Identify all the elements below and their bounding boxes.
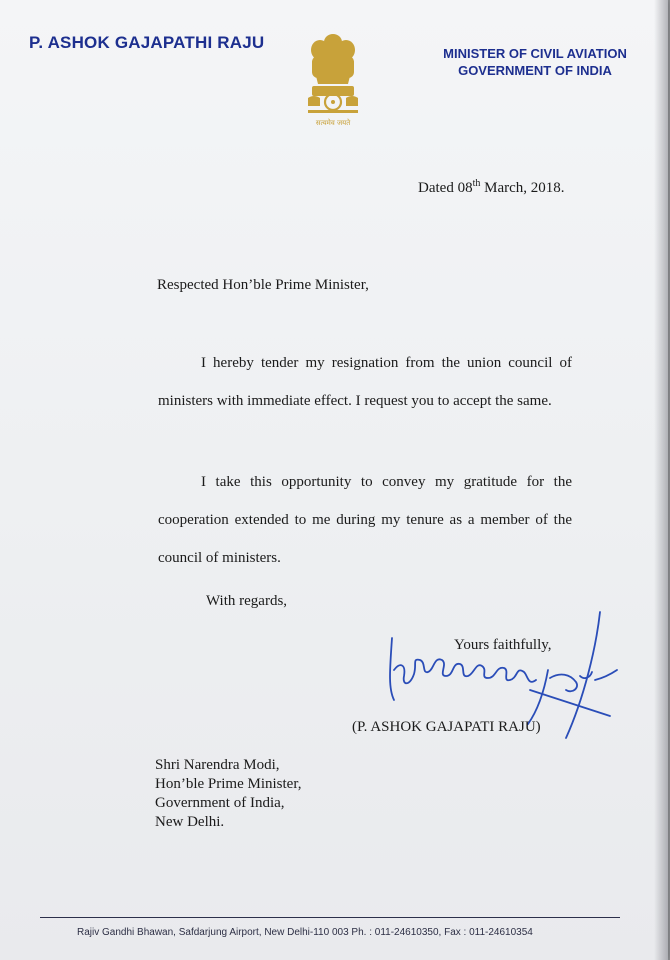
signatory-name: (P. ASHOK GAJAPATI RAJU) bbox=[352, 719, 541, 735]
addressee-block bbox=[155, 756, 301, 832]
letterhead-name: P. ASHOK GAJAPATHI RAJU bbox=[29, 33, 265, 52]
addressee-org: Government of India, bbox=[155, 795, 285, 811]
letter-date: Dated 08th March, 2018. bbox=[418, 178, 565, 196]
state-emblem-icon bbox=[298, 30, 368, 130]
paragraph-resignation: I hereby tender my resignation from the union council of ministers with immediate effect. I request you to accept the same. bbox=[158, 355, 572, 409]
regards: With regards, bbox=[206, 593, 288, 609]
letterhead-title bbox=[420, 45, 650, 79]
government-title: GOVERNMENT OF INDIA bbox=[458, 63, 612, 78]
footer-divider bbox=[40, 917, 620, 918]
emblem-caption: सत्यमेव जयते bbox=[315, 119, 351, 127]
closing: Yours faithfully, bbox=[454, 637, 552, 653]
footer-address: Rajiv Gandhi Bhawan, Safdarjung Airport, New Delhi-110 003 Ph. : 011-24610350, Fax : 011-24610354 bbox=[77, 927, 533, 938]
page-shadow bbox=[654, 0, 668, 960]
addressee-city: New Delhi. bbox=[155, 814, 225, 830]
paragraph-gratitude: I take this opportunity to convey my gratitude for the cooperation extended to me during my tenure as a member of the council of ministers. bbox=[158, 474, 572, 566]
salutation: Respected Hon’ble Prime Minister, bbox=[157, 277, 369, 293]
addressee-title: Hon’ble Prime Minister, bbox=[155, 776, 302, 792]
addressee-name: Shri Narendra Modi, bbox=[155, 757, 280, 773]
ministry-title: MINISTER OF CIVIL AVIATION bbox=[443, 46, 627, 61]
